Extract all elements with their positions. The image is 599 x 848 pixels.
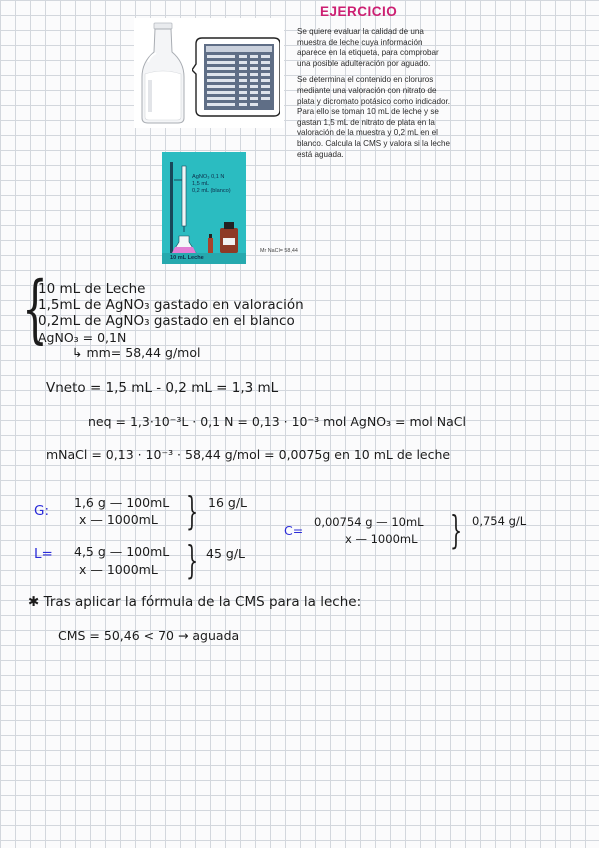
g-result: 16 g/L	[208, 495, 247, 510]
v-neto-line: Vneto = 1,5 mL - 0,2 mL = 1,3 mL	[46, 380, 279, 396]
c-line-2: x — 1000mL	[345, 532, 418, 546]
conclusion-line-2: CMS = 50,46 < 70 → aguada	[58, 628, 240, 643]
molar-mass-label: Mr NaCl= 58,44	[260, 248, 298, 254]
g-line-1: 1,6 g — 100mL	[74, 495, 170, 510]
c-line-1: 0,00754 g — 10mL	[314, 515, 424, 529]
c-result: 0,754 g/L	[472, 514, 527, 528]
conclusion-line-1: ✱ Tras aplicar la fórmula de la CMS para la leche:	[28, 594, 362, 610]
c-brace: }	[450, 508, 463, 552]
l-line-2: x — 1000mL	[79, 562, 158, 577]
data-line-2: 1,5mL de AgNO₃ gastado en valoración	[38, 297, 304, 313]
data-brace: {	[22, 266, 48, 352]
l-line-1: 4,5 g — 100mL	[74, 544, 170, 559]
exercise-statement	[297, 27, 453, 166]
titration-illustration	[162, 152, 246, 264]
l-result: 45 g/L	[206, 546, 245, 561]
data-line-5: ↳ mm= 58,44 g/mol	[72, 345, 201, 360]
statement-paragraph-2: Se determina el contenido en cloruros mediante una valoración con nitrato de plata y dicromato potásico como indicador. Para ello se toman 10 mL de leche y se gastan 1,5 mL de nitrato de plata en la valoración de la muestra y 0,2 mL en el blanco. Calcula la CMS y valora si la leche está aguada.	[297, 75, 450, 159]
milk-bottle-illustration	[134, 18, 284, 128]
data-line-3: 0,2mL de AgNO₃ gastado en el blanco	[38, 313, 295, 329]
exercise-header	[0, 0, 599, 270]
l-brace: }	[186, 538, 199, 582]
lab-label-reagent: AgNO₃ 0,1 N	[192, 174, 225, 180]
l-label: L=	[34, 546, 53, 562]
m-nacl-line: mNaCl = 0,13 · 10⁻³ · 58,44 g/mol = 0,0075g en 10 mL de leche	[46, 447, 451, 462]
lab-label-blank: 0,2 mL (blanco)	[192, 188, 231, 194]
burette-flask-icon	[162, 152, 246, 264]
data-line-1: 10 mL de Leche	[38, 281, 146, 297]
g-line-2: x — 1000mL	[79, 512, 158, 527]
milk-bottle-icon	[140, 22, 186, 124]
exercise-title: EJERCICIO	[320, 4, 398, 19]
lab-label-volume: 1,5 mL	[192, 181, 210, 187]
data-line-4: AgNO₃ = 0,1N	[38, 330, 127, 345]
nutrition-label-image	[192, 34, 280, 118]
g-brace: }	[186, 489, 199, 533]
lab-label-milk: 10 mL Leche	[170, 255, 204, 261]
c-label: C=	[284, 523, 304, 538]
g-label: G:	[34, 503, 50, 519]
statement-paragraph-1: Se quiere evaluar la calidad de una muestra de leche cuya información aparece en la etiqueta, para comprobar una posible adulteración por aguado.	[297, 27, 439, 68]
n-eq-line: neq = 1,3·10⁻³L · 0,1 N = 0,13 · 10⁻³ mol AgNO₃ = mol NaCl	[88, 414, 466, 429]
